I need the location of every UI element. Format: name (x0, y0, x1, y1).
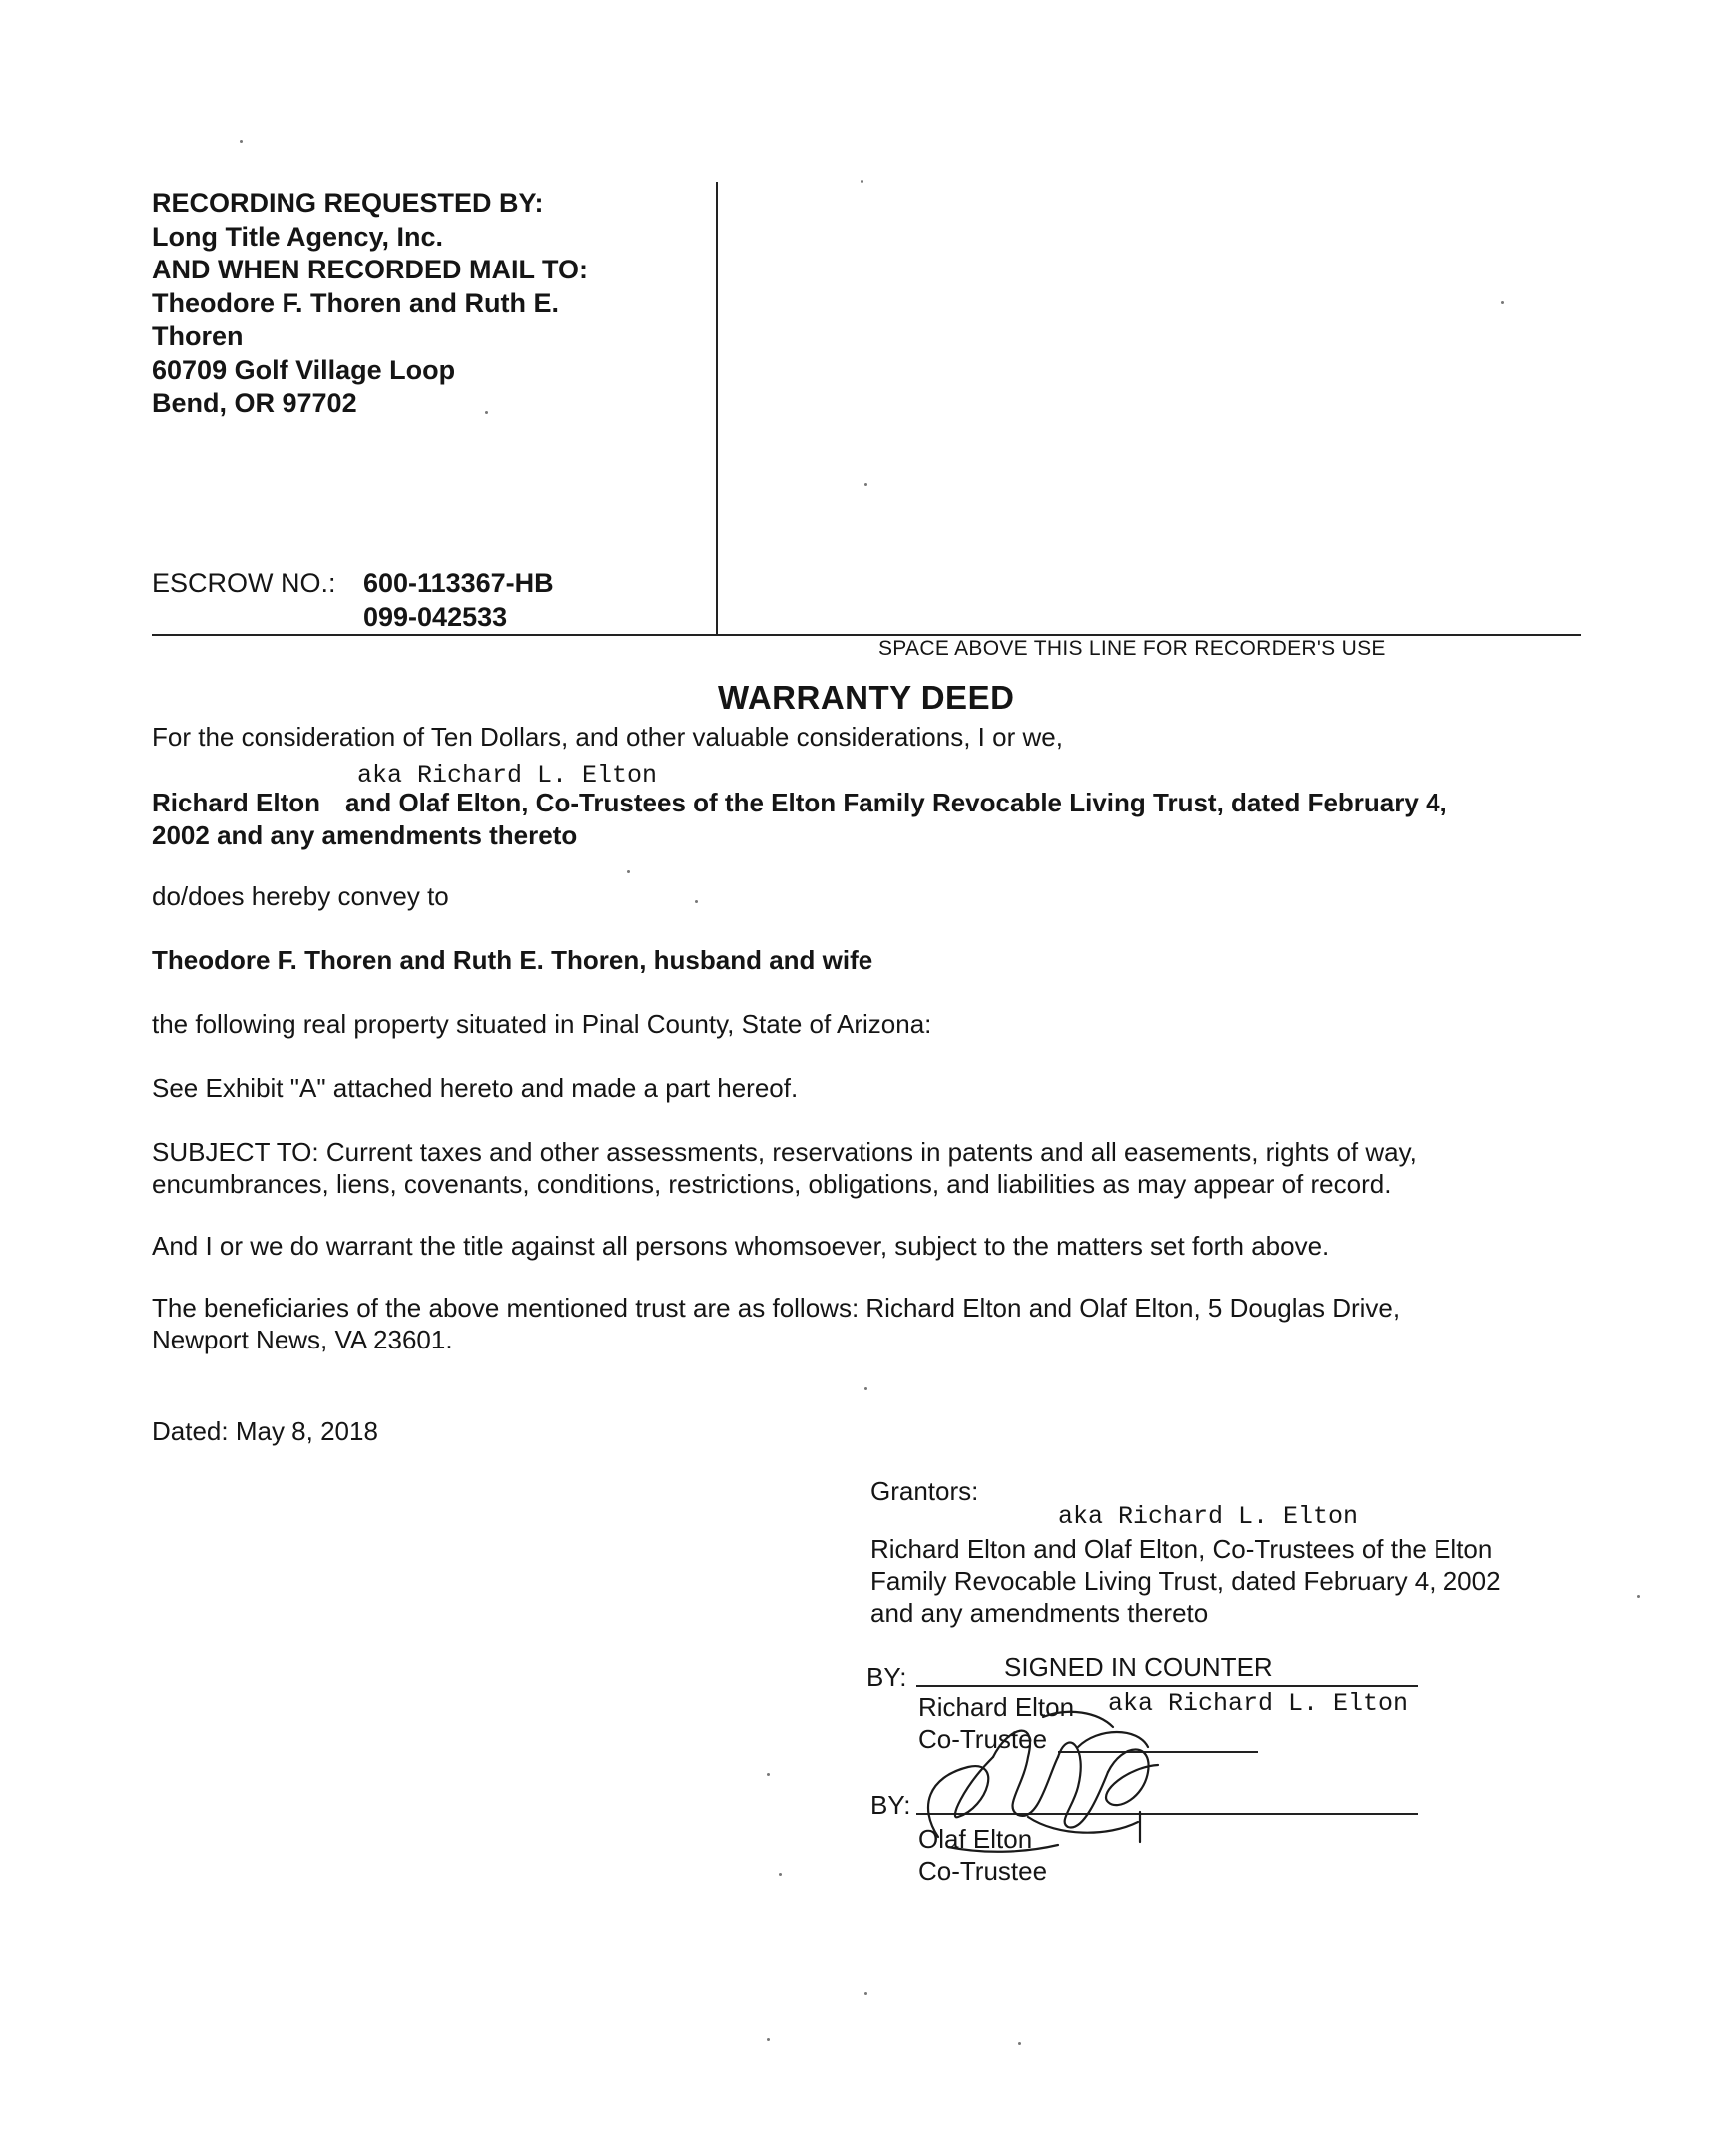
scan-speck (1018, 2042, 1021, 2045)
signer-2-name: Olaf Elton (918, 1824, 1033, 1854)
exhibit-text: See Exhibit "A" attached hereto and made a part hereof. (152, 1073, 799, 1103)
mail-to-line-2: Thoren (152, 321, 244, 351)
grantee-name: Theodore F. Thoren and Ruth E. Thoren, husband and wife (152, 945, 873, 975)
mail-to-line-1: Theodore F. Thoren and Ruth E. (152, 288, 559, 318)
grantor-name-part-2: and Olaf Elton, Co-Trustees of the Elton Family Revocable Living Trust, dated February 4, (345, 788, 1447, 817)
handwritten-signature (908, 1687, 1208, 1867)
convey-text: do/does hereby convey to (152, 881, 449, 911)
property-text: the following real property situated in Pinal County, State of Arizona: (152, 1009, 932, 1039)
signer-1-title: Co-Trustee (918, 1724, 1048, 1754)
subject-to-line-1: SUBJECT TO: Current taxes and other assessments, reservations in patents and all easements, rights of way, (152, 1137, 1417, 1167)
subject-to-line-2: encumbrances, liens, covenants, conditions, restrictions, obligations, and liabilities as may appear of record. (152, 1169, 1392, 1199)
escrow-number-1: 600-113367-HB (363, 568, 554, 598)
scan-speck (864, 483, 867, 486)
beneficiaries-line-1: The beneficiaries of the above mentioned trust are as follows: Richard Elton and Olaf Elton, 5 Douglas Drive, (152, 1293, 1401, 1323)
signer-1-aka: aka Richard L. Elton (1108, 1689, 1409, 1718)
dated-text: Dated: May 8, 2018 (152, 1416, 378, 1446)
beneficiaries-line-2: Newport News, VA 23601. (152, 1325, 453, 1354)
signer-2-title: Co-Trustee (918, 1856, 1048, 1886)
signer-1-name: Richard Elton (918, 1692, 1075, 1722)
scan-speck (240, 140, 243, 143)
grantor-name-line-2: 2002 and any amendments thereto (152, 820, 578, 850)
grantors-line-1: Richard Elton and Olaf Elton, Co-Trustees of the Elton (870, 1534, 1493, 1564)
escrow-label: ESCROW NO.: (152, 568, 336, 598)
scan-speck (767, 2038, 770, 2041)
escrow-number-2: 099-042533 (363, 602, 508, 632)
vertical-divider (716, 182, 718, 635)
grantors-label: Grantors: (870, 1476, 979, 1506)
mail-to-line-3: 60709 Golf Village Loop (152, 355, 456, 385)
consideration-text: For the consideration of Ten Dollars, and other valuable considerations, I or we, (152, 722, 1063, 752)
scan-speck (1637, 1595, 1640, 1598)
mail-to-label: AND WHEN RECORDED MAIL TO: (152, 255, 588, 284)
by-label-2: BY: (870, 1790, 911, 1820)
aka-insert: aka Richard L. Elton (357, 761, 658, 790)
mail-to-line-4: Bend, OR 97702 (152, 388, 357, 418)
grantors-line-2: Family Revocable Living Trust, dated February 4, 2002 (870, 1566, 1501, 1596)
signed-in-counter-stamp: SIGNED IN COUNTER (1004, 1652, 1273, 1682)
scan-speck (864, 1387, 867, 1390)
grantors-aka-insert: aka Richard L. Elton (1058, 1502, 1359, 1531)
scan-speck (627, 870, 630, 873)
scan-speck (864, 1992, 867, 1995)
scan-speck (767, 1773, 770, 1776)
scan-speck (1501, 301, 1504, 304)
warranty-text: And I or we do warrant the title against all persons whomsoever, subject to the matters set forth above. (152, 1231, 1330, 1261)
scan-speck (485, 411, 488, 414)
recording-requested-by: Long Title Agency, Inc. (152, 222, 444, 252)
scan-speck (861, 180, 863, 183)
document-title: WARRANTY DEED (718, 679, 1015, 716)
recording-requested-label: RECORDING REQUESTED BY: (152, 188, 544, 218)
recorder-line (152, 634, 1581, 636)
grantor-name-part-1: Richard Elton (152, 788, 321, 817)
recorder-use-label: SPACE ABOVE THIS LINE FOR RECORDER'S USE (878, 637, 1386, 660)
grantors-line-3: and any amendments thereto (870, 1598, 1209, 1628)
scan-speck (779, 1873, 782, 1876)
scan-speck (695, 900, 698, 903)
by-label-1: BY: (866, 1662, 907, 1692)
